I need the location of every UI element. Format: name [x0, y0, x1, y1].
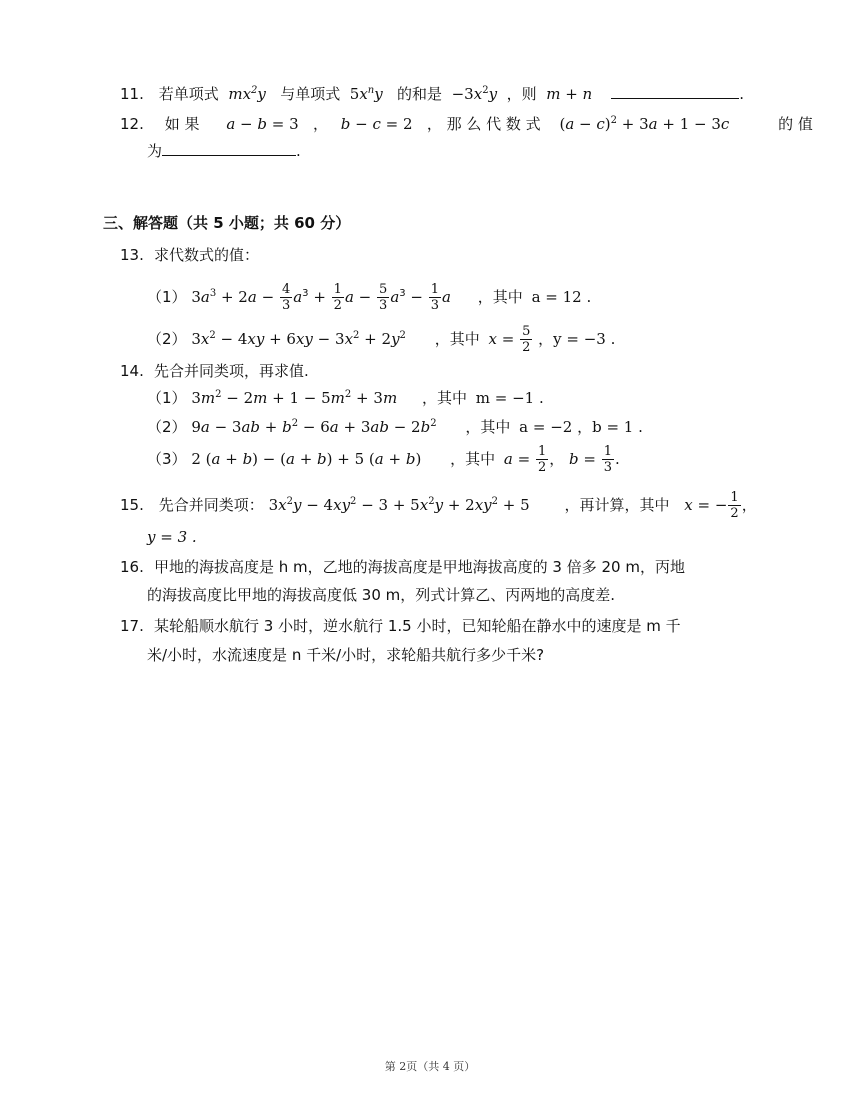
question-11: 11. 若单项式 $mx^2y$ 与单项式 $5x^ny$ 的和是 $-3x^2y$ ，则 m + n .: [120, 85, 745, 103]
question-17-line2: 米/小时，水流速度是 n 千米/小时，求轮船共航行多少千米?: [147, 646, 545, 664]
question-16: 16. 甲地的海拔高度是 h m，乙地的海拔高度是甲地海拔高度的 3 倍多 20 m，丙地: [120, 558, 685, 576]
question-13-part-2: （2） $3x^2 - 4xy + 6xy - 3x^2 + 2y^2$ ，其中 x = $\frac{5}{2}$ ，y = −3 .: [147, 324, 616, 355]
question-13: 13. 求代数式的值：: [120, 246, 260, 264]
question-number: 11.: [120, 85, 144, 103]
question-12: 12. 如 果 a − b = 3 ， b − c = 2 ， 那 么 代 数 式 $(a - c)^2 + 3a + 1 - 3c$ 的 值: [120, 115, 813, 133]
question-17: 17. 某轮船顺水航行 3 小时，逆水航行 1.5 小时，已知轮船在静水中的速度是 m 千: [120, 617, 681, 635]
question-14-part-2: （2） $9a - 3ab + b^2 - 6a + 3ab - 2b^2$ ，其中 a = −2 ，b = 1 .: [147, 418, 643, 436]
page-footer: 第 2页（共 4 页）: [384, 1060, 476, 1073]
question-13-part-1: （1） $3a^3 + 2a$ − $\frac{4}{3}$ $a^3$ + $\frac{1}{2}$ a − $\frac{5}{3}$ $a^3$ − $\frac{1}{3}$ a ，其中 a = 12 .: [147, 282, 592, 313]
question-number: 12.: [120, 115, 144, 133]
question-14: 14. 先合并同类项，再求值.: [120, 362, 309, 380]
question-16-line2: 的海拔高度比甲地的海拔高度低 30 m，列式计算乙、丙两地的高度差.: [147, 586, 616, 604]
question-12-line2: 为 .: [147, 142, 301, 160]
answer-blank[interactable]: [162, 141, 296, 156]
question-14-part-1: （1） $3m^2 - 2m + 1 - 5m^2 + 3m$ ，其中 m = −1 .: [147, 389, 544, 407]
question-15: 15. 先合并同类项： $3x^2y - 4xy^2 - 3 + 5x^2y + 2xy^2 + 5$ ，再计算，其中 x = − $\frac{1}{2}$ ，: [120, 490, 757, 521]
question-14-part-3: （3） 2 (a + b) − (a + b) + 5 (a + b) ，其中 a = $\frac{1}{2}$ ， b = $\frac{1}{3}$ .: [147, 444, 620, 475]
question-15-line2: y = 3 .: [147, 528, 197, 546]
section-title: 三、解答题（共 5 小题；共 60 分）: [103, 214, 351, 232]
answer-blank[interactable]: [611, 84, 739, 99]
